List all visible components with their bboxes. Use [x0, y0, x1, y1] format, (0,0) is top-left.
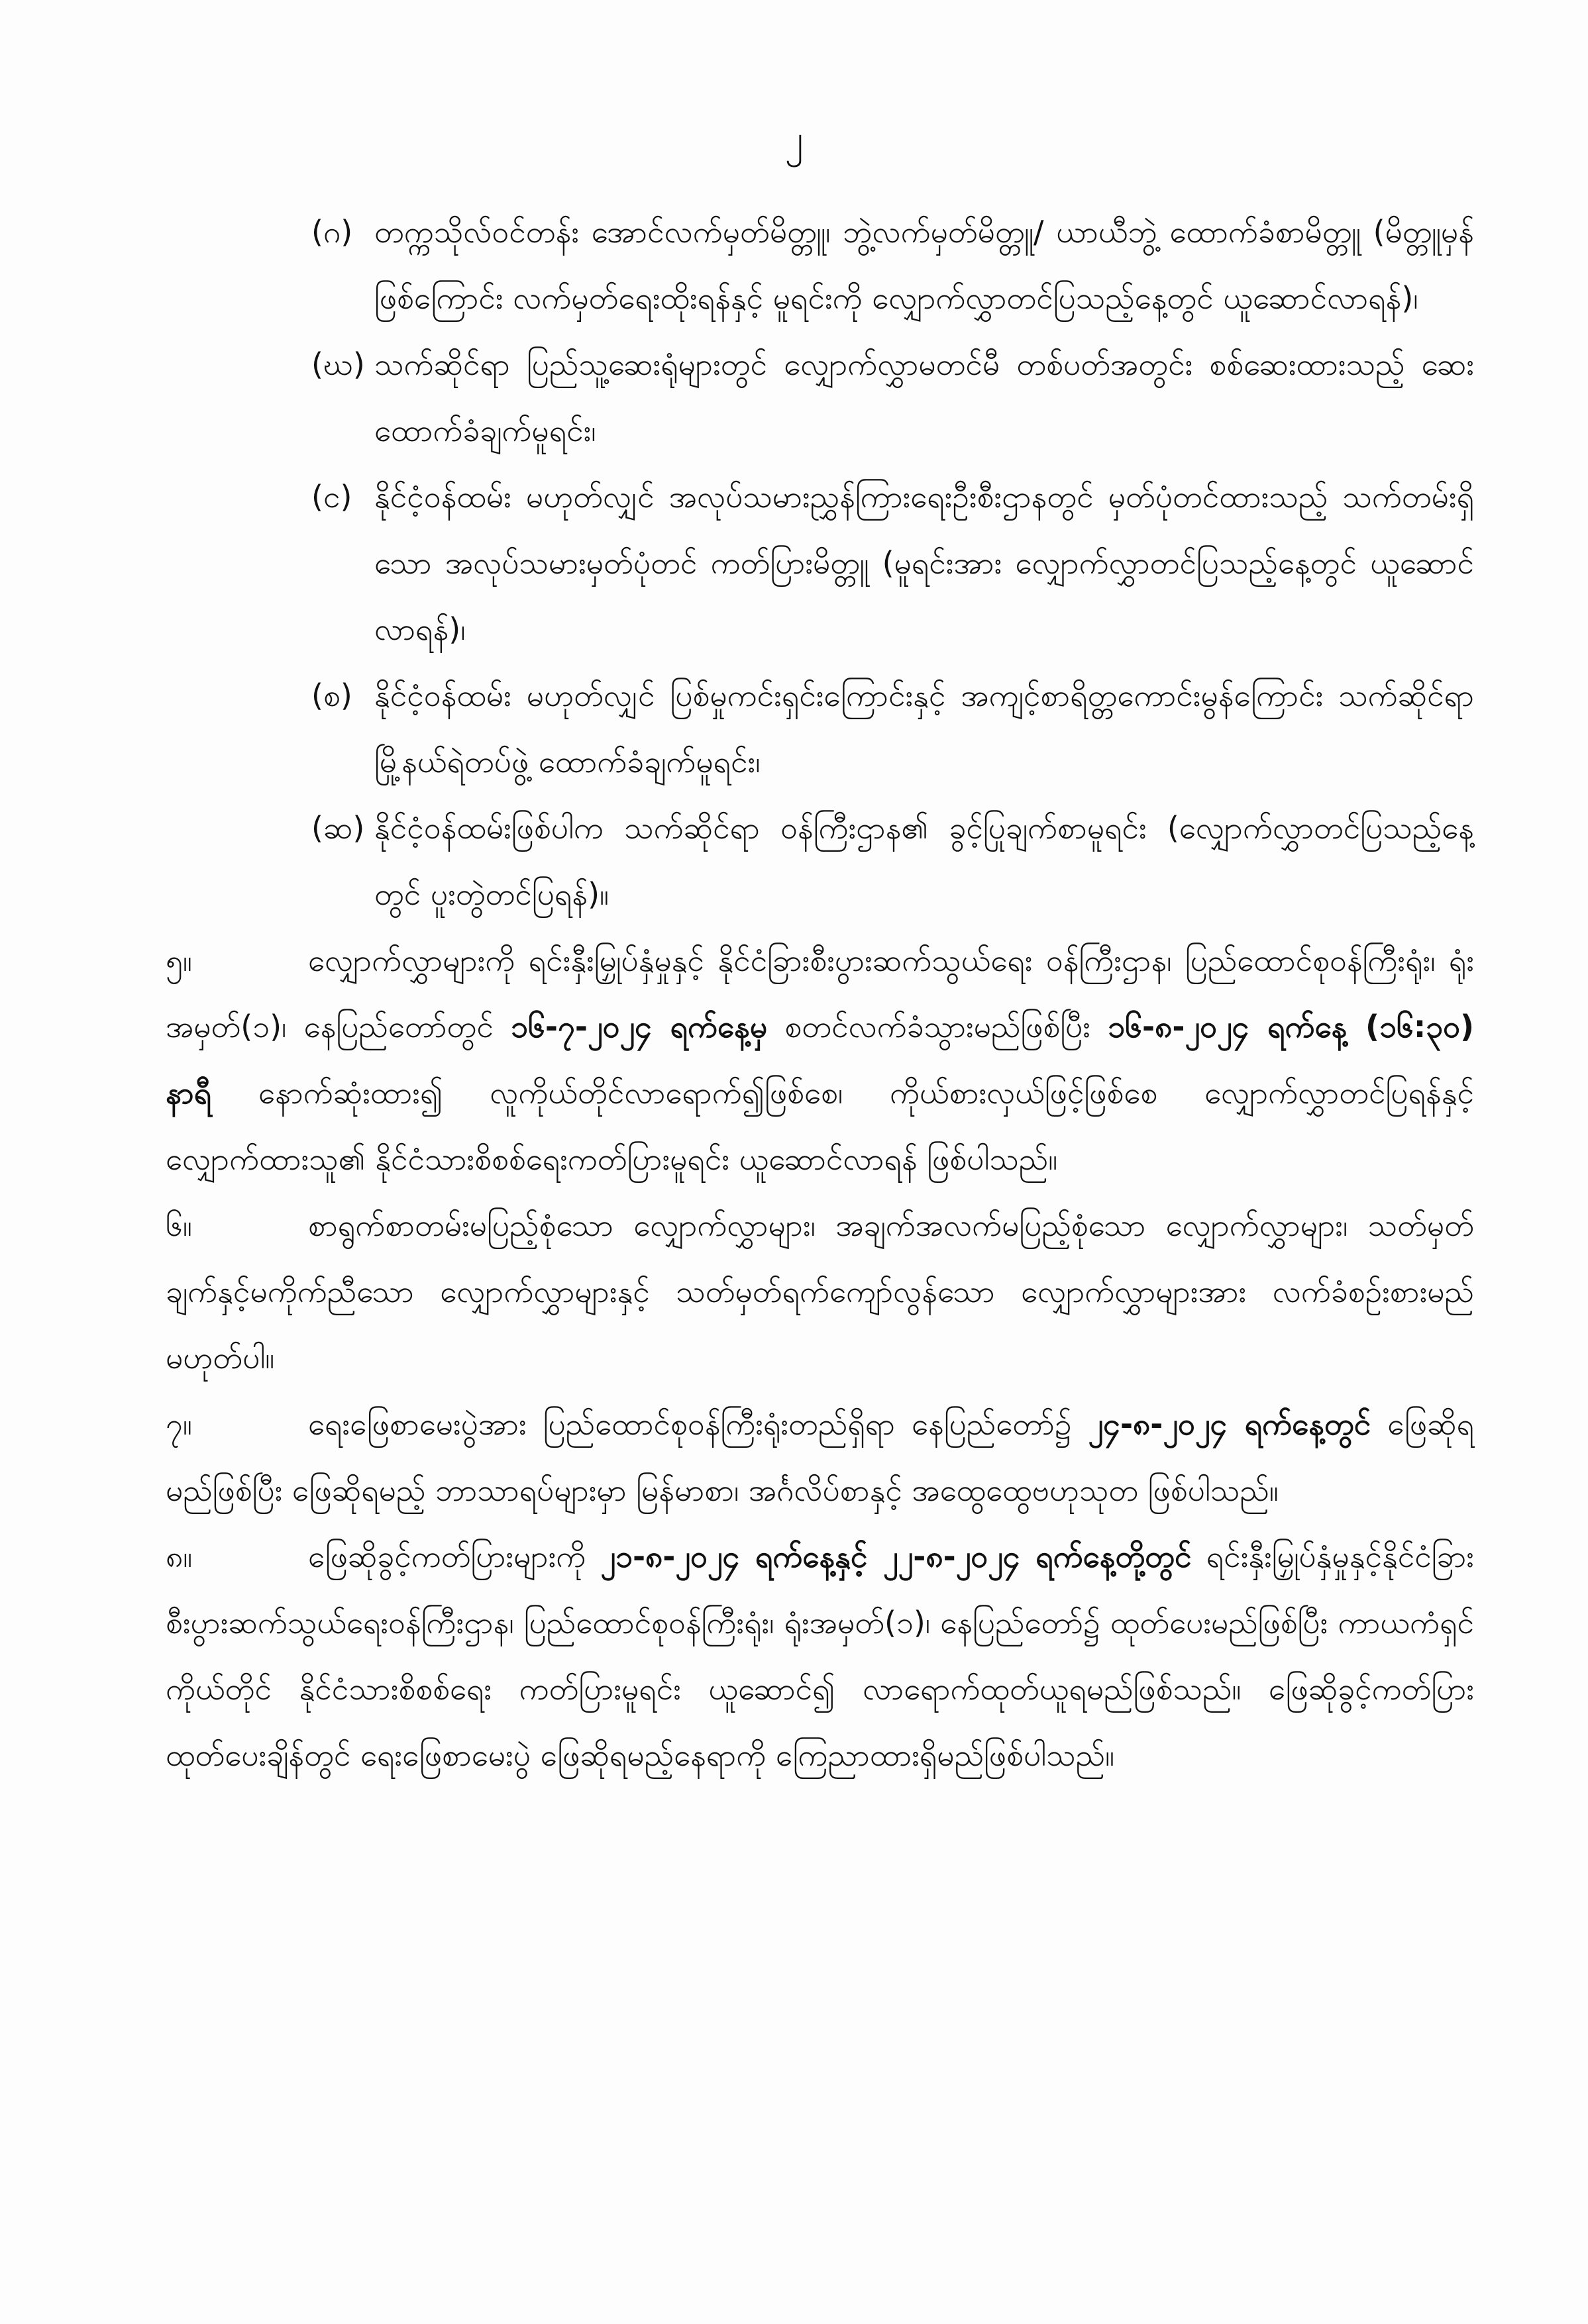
- paragraph-number: ၅။: [166, 942, 192, 978]
- sub-item-text: နိုင်ငံ့ဝန်ထမ်း မဟုတ်လျှင် အလုပ်သမားညွှန်ကြားရေးဦးစီးဌာနတွင် မှတ်ပုံတင်ထားသည့် သက်တမ်းရှိသော အလုပ်သမားမှတ်ပုံတင် ကတ်ပြားမိတ္တူ (မူရင်းအား လျှောက်လွှာတင်ပြသည့်နေ့တွင် ယူဆောင်လာရန်)၊: [374, 479, 1474, 647]
- paragraph-text: ရင်းနှီးမြှုပ်နှံမှုနှင့်နိုင်ငံခြားစီးပွားဆက်သွယ်ရေးဝန်ကြီးဌာန၊ ပြည်ထောင်စုဝန်ကြီးရုံး၊ ရုံးအမှတ်(၁)၊ နေပြည်တော်၌ ထုတ်ပေးမည်ဖြစ်ပြီး ကာယကံရှင်ကိုယ်တိုင် နိုင်ငံသားစိစစ်ရေး ကတ်ပြားမူရင်း ယူဆောင်၍ လာရောက်ထုတ်ယူရမည်ဖြစ်သည်။ ဖြေဆိုခွင့်ကတ်ပြားထုတ်ပေးချိန်တွင် ရေးဖြေစာမေးပွဲ ဖြေဆိုရမည့်နေရာကို ကြေညာထားရှိမည်ဖြစ်ပါသည်။: [166, 1539, 1474, 1773]
- sub-item: [166, 795, 1474, 927]
- paragraph-text: နောက်ဆုံးထား၍ လူကိုယ်တိုင်လာရောက်၍ဖြစ်စေ၊ ကိုယ်စားလှယ်ဖြင့်ဖြစ်စေ လျှောက်လွှာတင်ပြရန်နှင့် လျှောက်ထားသူ၏ နိုင်ငံသားစိစစ်ရေးကတ်ပြားမူရင်း ယူဆောင်လာရန် ဖြစ်ပါသည်။: [166, 1075, 1474, 1177]
- paragraph-number: ၈။: [166, 1539, 193, 1574]
- paragraph-text: လျှောက်လွှာများကို ရင်းနှီးမြှုပ်နှံမှုနှင့် နိုင်ငံခြားစီးပွားဆက်သွယ်ရေး ဝန်ကြီးဌာန၊ ပြည်ထောင်စုဝန်ကြီးရုံး၊ ရုံးအမှတ်(၁)၊ နေပြည်တော်တွင်: [166, 942, 1474, 1044]
- sub-item: [166, 199, 1474, 331]
- sub-item: [166, 464, 1474, 662]
- paragraph-7: [166, 1391, 1474, 1523]
- paragraph-text: စာရွက်စာတမ်းမပြည့်စုံသော လျှောက်လွှာများ၊ အချက်အလက်မပြည့်စုံသော လျှောက်လွှာများ၊ သတ်မှတ်ချက်နှင့်မကိုက်ညီသော လျှောက်လွှာများနှင့် သတ်မှတ်ရက်ကျော်လွန်သော လျှောက်လွှာများအား လက်ခံစဉ်းစားမည် မဟုတ်ပါ။: [166, 1207, 1474, 1376]
- paragraph-deadline-bold: ၁၆-၈-၂၀၂၄ ရက်နေ့ (၁၆:၃၀) နာရီ: [166, 1009, 1474, 1111]
- paragraph-date-bold: ၁၆-၇-၂၀၂၄ ရက်နေ့မှ: [511, 1009, 768, 1044]
- sub-item-marker: (ဂ): [311, 214, 353, 250]
- sub-item-text: နိုင်ငံ့ဝန်ထမ်းဖြစ်ပါက သက်ဆိုင်ရာ ဝန်ကြီးဌာန၏ ခွင့်ပြုချက်စာမူရင်း (လျှောက်လွှာတင်ပြသည့်နေ့တွင် ပူးတွဲတင်ပြရန်)။: [374, 810, 1474, 912]
- sub-item-marker: (ဆ): [311, 810, 365, 846]
- sub-item-text: သက်ဆိုင်ရာ ပြည်သူ့ဆေးရုံများတွင် လျှောက်လွှာမတင်မီ တစ်ပတ်အတွင်း စစ်ဆေးထားသည့် ဆေးထောက်ခံချက်မူရင်း၊: [374, 346, 1474, 448]
- paragraph-text: စတင်လက်ခံသွားမည်ဖြစ်ပြီး: [767, 1009, 1108, 1044]
- paragraph-6: [166, 1192, 1474, 1391]
- sub-item-marker: (ဃ): [311, 346, 365, 382]
- page-number: ၂: [784, 117, 804, 160]
- sub-item: [166, 331, 1474, 464]
- paragraph-5: [166, 927, 1474, 1192]
- document-body: [166, 199, 1474, 1788]
- paragraph-exam-date-bold: ၂၄-၈-၂၀၂၄ ရက်နေ့တွင်: [1088, 1406, 1371, 1442]
- paragraph-card-dates-bold: ၂၁-၈-၂၀၂၄ ရက်နေ့နှင့် ၂၂-၈-၂၀၂၄ ရက်နေ့တို့တွင်: [600, 1539, 1192, 1574]
- paragraph-number: ၆။: [166, 1207, 192, 1243]
- paragraph-number: ၇။: [166, 1406, 192, 1442]
- paragraph-text: ဖြေဆိုရမည်ဖြစ်ပြီး ဖြေဆိုရမည့် ဘာသာရပ်များမှာ မြန်မာစာ၊ အင်္ဂလိပ်စာနှင့် အထွေထွေဗဟုသုတ ဖြစ်ပါသည်။: [166, 1406, 1475, 1508]
- sub-item-marker: (င): [311, 479, 352, 515]
- sub-item-marker: (စ): [311, 678, 352, 713]
- sub-item-text: တက္ကသိုလ်ဝင်တန်း အောင်လက်မှတ်မိတ္တူ၊ ဘွဲ့လက်မှတ်မိတ္တူ/ ယာယီဘွဲ့ ထောက်ခံစာမိတ္တူ (မိတ္တူမှန်ဖြစ်ကြောင်း လက်မှတ်ရေးထိုးရန်နှင့် မူရင်းကို လျှောက်လွှာတင်ပြသည့်နေ့တွင် ယူဆောင်လာရန်)၊: [374, 214, 1474, 316]
- sub-item: [166, 662, 1474, 795]
- paragraph-text: ဖြေဆိုခွင့်ကတ်ပြားများကို: [308, 1539, 601, 1574]
- paragraph-text: ရေးဖြေစာမေးပွဲအား ပြည်ထောင်စုဝန်ကြီးရုံးတည်ရှိရာ နေပြည်တော်၌: [308, 1406, 1088, 1442]
- paragraph-8: [166, 1523, 1474, 1788]
- sub-item-text: နိုင်ငံ့ဝန်ထမ်း မဟုတ်လျှင် ပြစ်မှုကင်းရှင်းကြောင်းနှင့် အကျင့်စာရိတ္တကောင်းမွန်ကြောင်း သက်ဆိုင်ရာ မြို့နယ်ရဲတပ်ဖွဲ့ ထောက်ခံချက်မူရင်း၊: [374, 678, 1474, 780]
